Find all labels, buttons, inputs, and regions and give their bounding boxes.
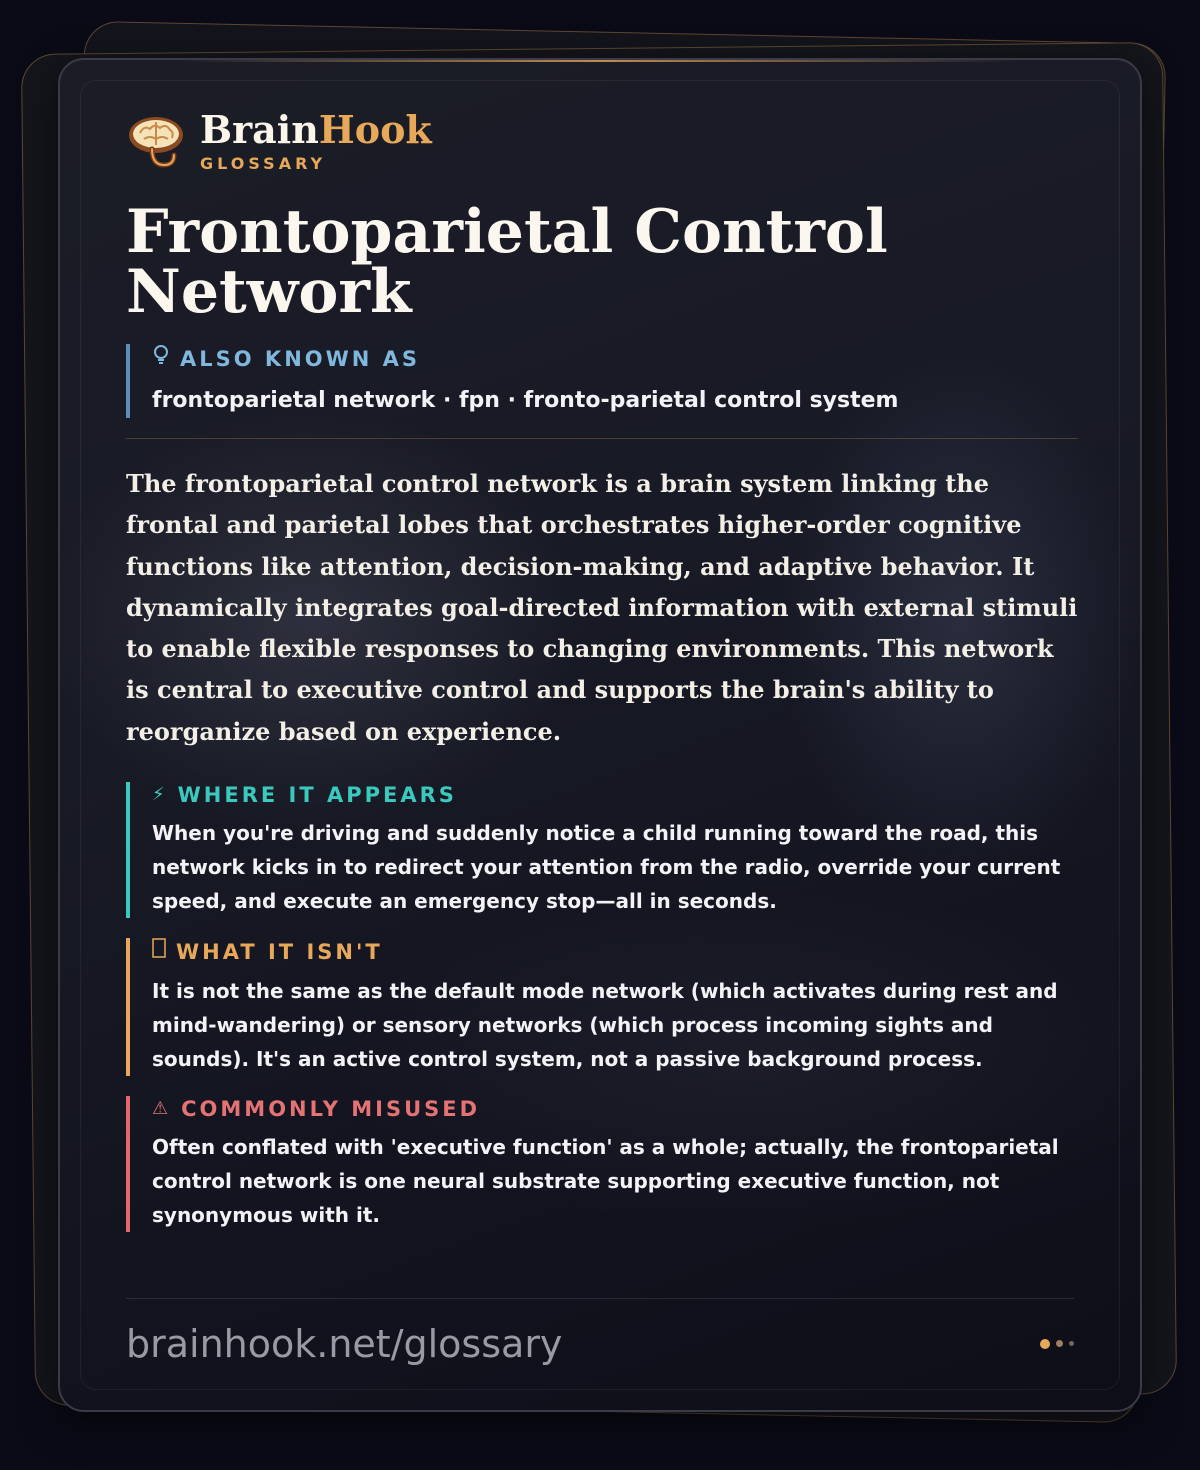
isnt-body: It is not the same as the default mode network (which activates during rest and mind-wandering) or sensory networks (which process incoming sights and sounds). It's an active control system, not a passive background process. [152,979,1058,1072]
where-label-row [152,782,1078,808]
where-it-appears-section [126,782,1078,918]
section-divider [126,438,1078,439]
isnt-label: WHAT IT ISN'T [176,940,383,965]
footer-url[interactable]: brainhook.net/glossary [126,1321,563,1366]
brain-hook-logo-icon [126,111,186,171]
card-footer [126,1298,1074,1388]
warning-icon: ⚠ [152,1098,172,1120]
what-it-isnt-section [126,938,1078,1076]
aka-label-row [152,344,1078,374]
aka-value: frontoparietal network · fpn · fronto-parietal control system [152,388,899,413]
brand-name [200,106,432,152]
where-body: When you're driving and suddenly notice a child running toward the road, this network kicks in to redirect your attention from the radio, override your current speed, and execute an emergency stop—all in seconds. [152,821,1061,914]
card-content [126,106,1078,1232]
lightbulb-icon [152,344,170,374]
dot [1056,1340,1063,1347]
term-title-line1: Frontoparietal Control [126,197,888,267]
commonly-misused-section [126,1096,1078,1232]
dot-active [1040,1339,1050,1349]
misused-label-row [152,1096,1078,1122]
misused-body: Often conflated with 'executive function' as a whole; actually, the frontoparietal control network is one neural substrate supporting executive function, not synonymous with it. [152,1135,1059,1228]
brand-header [126,106,1078,176]
isnt-label-row [152,938,1078,966]
glossary-card [58,58,1142,1412]
where-label: WHERE IT APPEARS [177,783,457,808]
dot [1069,1341,1074,1346]
term-title-line2: Network [126,257,412,327]
definition-text: The frontoparietal control network is a brain system linking the frontal and parietal lobes that orchestrates higher-order cognitive functions like attention, decision-making, and adaptive behavior. It dynamically integrates goal-directed information with external stimuli to enable flexible responses to changing environments. This network is central to executive control and supports the brain's ability to reorganize based on experience. [126,469,1078,746]
brand-subtitle: GLOSSARY [200,153,327,173]
aka-label: ALSO KNOWN AS [180,347,421,371]
pagination-dots [1034,1339,1074,1349]
misused-label: COMMONLY MISUSED [181,1097,481,1122]
also-known-as-section [126,344,1078,418]
term-title [126,197,1078,327]
no-entry-icon [152,938,166,966]
lightning-icon: ⚡ [152,784,168,806]
brand-name-part2: Hook [318,106,432,152]
brand-name-part1: Brain [200,106,319,152]
